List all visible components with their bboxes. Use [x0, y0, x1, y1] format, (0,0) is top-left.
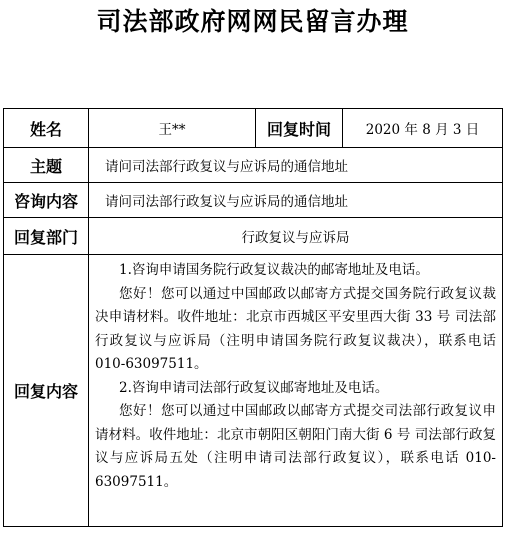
reply-row: [4, 255, 503, 527]
reply-label: 回复内容: [4, 255, 89, 527]
name-row: [4, 109, 503, 148]
reply-paragraph-3: 2.咨询申请司法部行政复议邮寄地址及电话。: [119, 379, 389, 396]
name-label: 姓名: [4, 109, 89, 148]
reply-paragraph-1: 1.咨询申请国务院行政复议裁决的邮寄地址及电话。: [119, 262, 429, 278]
document-title: 司法部政府网网民留言办理: [96, 7, 409, 36]
dept-row: [4, 218, 503, 255]
reply-time-label: 回复时间: [256, 109, 343, 148]
dept-value: 行政复议与应诉局: [89, 218, 503, 255]
reply-content: [89, 255, 503, 527]
inquiry-value: 请问司法部行政复议与应诉局的通信地址: [89, 183, 503, 218]
message-form-table: [3, 108, 503, 527]
dept-label: 回复部门: [4, 218, 89, 255]
reply-time-value: 2020 年 8 月 3 日: [343, 109, 503, 148]
inquiry-label: 咨询内容: [4, 183, 89, 218]
subject-row: [4, 148, 503, 183]
name-value: 王**: [89, 109, 256, 148]
subject-label: 主题: [4, 148, 89, 183]
reply-paragraph-2: 您好！您可以通过中国邮政以邮寄方式提交国务院行政复议裁决申请材料。收件地址：北京市西城区平安里西大街 33 号 司法部行政复议与应诉局（注明申请国务院行政复议裁决），联系电话 010-63097511。: [95, 285, 496, 372]
subject-value: 请问司法部行政复议与应诉局的通信地址: [89, 148, 503, 183]
inquiry-row: [4, 183, 503, 218]
reply-paragraph-4: 您好！您可以通过中国邮政以邮寄方式提交司法部行政复议申请材料。收件地址：北京市朝阳区朝阳门南大街 6 号 司法部行政复议与应诉局五处（注明申请司法部行政复议），联系电话 010-63097511。: [95, 403, 496, 490]
